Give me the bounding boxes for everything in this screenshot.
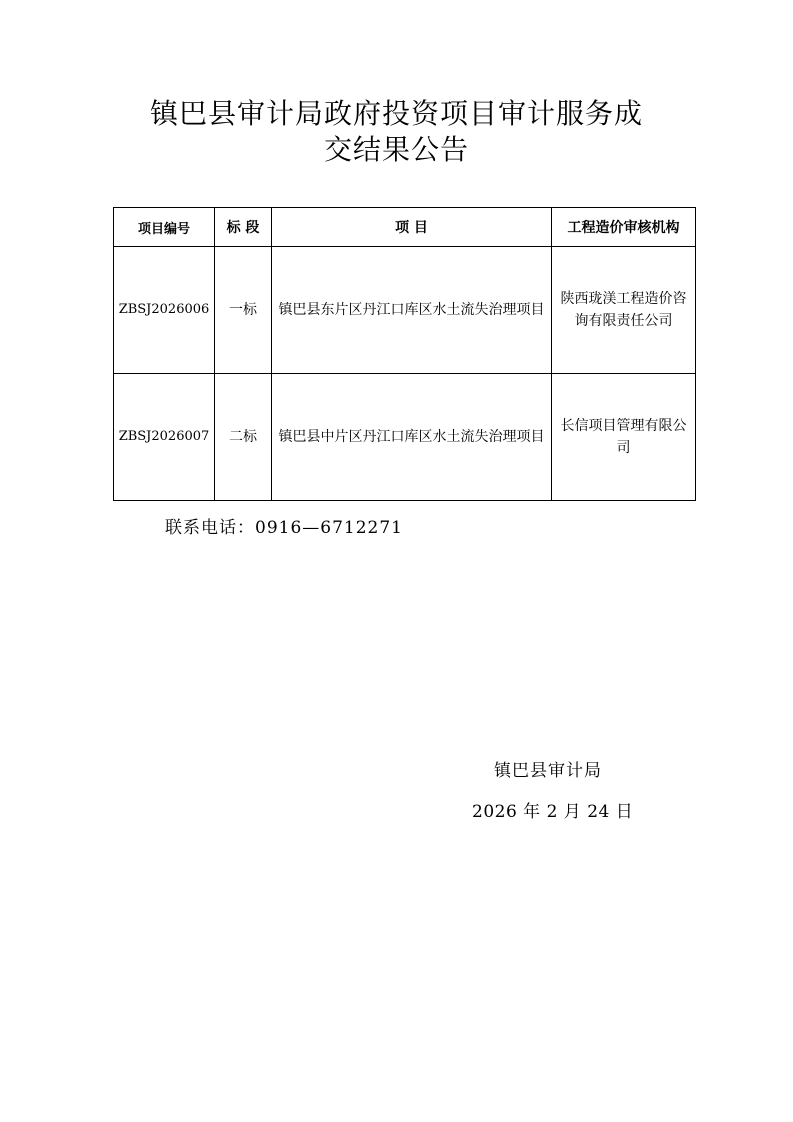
- cell-organization: 陕西珑渼工程造价咨询有限责任公司: [552, 247, 696, 374]
- contact-phone: 联系电话：0916—6712271: [165, 518, 403, 538]
- issuer-name: 镇巴县审计局: [494, 761, 602, 781]
- cell-project-code: ZBSJ2026007: [114, 374, 215, 501]
- header-organization: 工程造价审核机构: [552, 208, 696, 247]
- header-project-code: 项目编号: [114, 208, 215, 247]
- table-row: [114, 247, 696, 374]
- issue-date: 2026 年 2 月 24 日: [472, 802, 634, 822]
- result-table: [113, 207, 696, 501]
- table-row: [114, 374, 696, 501]
- cell-organization: 长信项目管理有限公司: [552, 374, 696, 501]
- cell-segment: 二标: [215, 374, 272, 501]
- cell-segment: 一标: [215, 247, 272, 374]
- page-title-line-2: 交结果公告: [323, 133, 469, 166]
- cell-project: 镇巴县中片区丹江口库区水土流失治理项目: [272, 374, 552, 501]
- cell-project: 镇巴县东片区丹江口库区水土流失治理项目: [272, 247, 552, 374]
- header-project: 项 目: [272, 208, 552, 247]
- table-header-row: [114, 208, 696, 247]
- page-title-line-1: 镇巴县审计局政府投资项目审计服务成: [149, 97, 643, 130]
- cell-project-code: ZBSJ2026006: [114, 247, 215, 374]
- header-segment: 标 段: [215, 208, 272, 247]
